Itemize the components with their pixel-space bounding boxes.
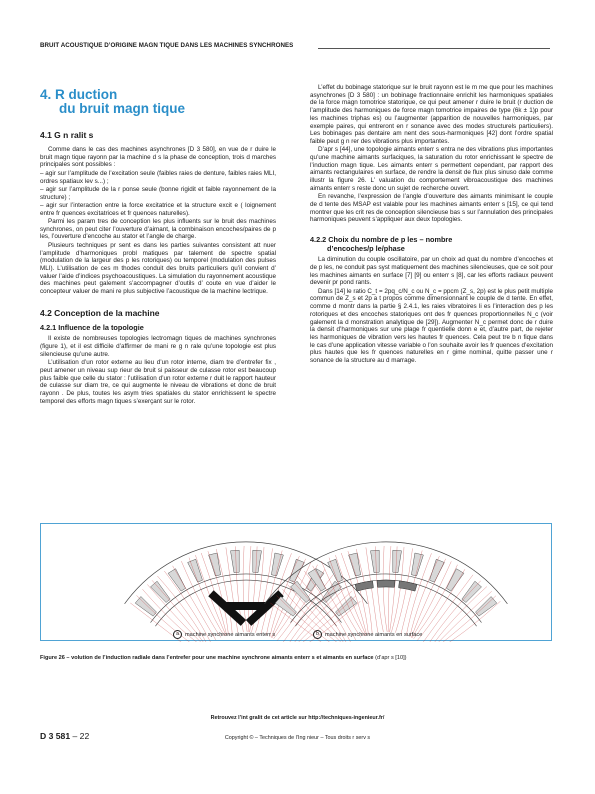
subfigure-a-marker: a — [173, 630, 182, 639]
heading-4-2-2 — [310, 236, 553, 253]
figure-caption-text: – volution de l’induction radiale dans l’entrefer pour une machine synchrone aimants enterr s et aimants en surface — [64, 655, 374, 661]
copyright: Copyright © – Techniques de l’Ing nieur – Tous droits r serv s — [224, 735, 371, 741]
subfigure-a-label: machine synchrone aimants enterr s — [185, 631, 276, 638]
left-column — [40, 84, 276, 405]
paragraph: Il existe de nombreuses topologies lectromagn tiques de machines synchrones (figure 1), et il est difficile d’affirmer de mani re g n rale qu’une topologie est plus silencieuse qu’une autre. — [40, 335, 276, 358]
subfigure-a-caption — [173, 630, 275, 639]
stator-slot — [290, 559, 305, 582]
subfigure-b-caption — [313, 630, 422, 639]
section-title — [40, 88, 276, 116]
subfigure-b-label: machine synchrone aimants en surface — [325, 631, 423, 638]
figure-caption-label: Figure 26 — [40, 655, 65, 661]
stator-slot — [231, 550, 240, 572]
stator-slot — [411, 553, 423, 576]
stator-slot — [349, 553, 361, 576]
paragraph: D’apr s [44], une topologie aimants enterr s entra ne des vibrations plus importantes qu’une machine aimants surfaciques, la saturation du rotor enrichissant le spectre de l’induction magn tique. Les aimants enterr s permettent cependant, par rapport des aimants rectangulaires en surface, de rendre la densit de flux plus sinuso dale comme illustr la figure 26. L’ valuation du comportement vibroacoustique des machines aimants enterr s reste donc un sujet de recherche ouvert. — [310, 146, 553, 192]
paragraph: Comme dans le cas des machines asynchrones [D 3 580], en vue de r duire le bruit magn tique rayonn par la machine d s la phase de conception, trois d marches principales sont possibles : — [40, 146, 276, 169]
list-item: – agir sur l’interaction entre la force excitatrice et la structure excit e ( loignement entre fr quences excitatrices et fr quences naturelles). — [40, 201, 276, 217]
paragraph: La diminution du couple oscillatoire, par un choix ad quat du nombre d’encoches et de p les, ne conduit pas syst matiquement des machines silencieuses, que ce soit pour les machines aimants en surface [7] [9] ou enterr s [8], car les efforts radiaux peuvent devenir pr pond rants. — [310, 256, 553, 287]
stator-slot — [446, 569, 464, 591]
section-title-line1: 4. R duction — [40, 87, 118, 102]
stator-slot — [253, 550, 262, 572]
page-number: – 22 — [70, 731, 90, 741]
stator-slot — [462, 581, 482, 602]
stator-slot — [188, 559, 203, 582]
paragraph: Parmi les param tres de conception les plus influents sur le bruit des machines synchrones, on peut citer l’ouverture d’aimant, la combinaison encoches/paires de p les, l’ouverture d’encoche au stator et l’angle de charge. — [40, 218, 276, 241]
online-link-note: Retrouvez l’int gralit de cet article sur http://techniques-ingenieur.fr/ — [210, 715, 385, 721]
paragraph: Plusieurs techniques pr sent es dans les parties suivantes consistent att nuer l’amplitude d’harmoniques probl matiques par talement de spectre spatial (modulation de la largeur des p les rotoriques) ou temporel (modulation des pulses MLI). L’utilisation de ces m thodes conduit des bruits particuliers qu’il convient d’ valuer l’aide d’indices psychoacoustiques. La simulation du rayonnement acoustique des machines peut galement s’accompagner d’outils d’ coute en vue d’aider le concepteur valuer de mani re plus subjective l’acoustique de la machine lectrique. — [40, 241, 276, 296]
section-title-line2: du bruit magn tique — [59, 101, 185, 116]
flux-line — [401, 551, 422, 634]
heading-4-1: 4.1 G n ralit s — [40, 130, 94, 140]
stator-slot — [393, 550, 402, 572]
right-column — [310, 84, 553, 365]
heading-4-2: 4.2 Conception de la machine — [40, 307, 160, 318]
header-rule — [318, 48, 550, 49]
list-item: – agir sur l’amplitude de l’excitation seule (faibles raies de denture, faibles raies MLI, ordres spatiaux lev s...) ; — [40, 169, 276, 185]
flux-line — [389, 546, 391, 632]
flux-line — [430, 591, 492, 642]
stator-slot — [271, 553, 283, 576]
heading-4-2-1: 4.2.1 Influence de la topologie — [40, 322, 144, 332]
stator-slot — [371, 550, 380, 572]
stator-slot — [135, 597, 156, 617]
flux-line — [383, 546, 387, 632]
paragraph: L’effet du bobinage statorique sur le bruit rayonn est le m me que pour les machines asynchrones [D 3 580] : un bobinage fractionnaire enrichit les harmoniques spatiales de la force magn tomotrice statorique, ce qui peut amener r duire le bruit (r duction de l’amplitude des harmoniques de force magn tomotrice impaires de type (6k ± 1)p pour les machines triphas es) ou l’augmenter (apparition de nouvelles harmoniques, par exemple paires, qui entreront en r sonance avec des modes structurels particuliers). Les bobinages pas dentaire am nent des sous-harmoniques [42] dont l’ordre spatial faible peut g n rer des vibrations plus importantes. — [310, 84, 553, 145]
figure-caption-source: (d’apr s [10]) — [373, 655, 407, 661]
paragraph: L’utilisation d’un rotor externe au lieu d’un rotor interne, diam tre d’entrefer fix , peut amener un niveau sup rieur de bruit si paisseur de culasse rotor est beaucoup plus faible que celle du stator : l’utilisation d’un rotor externe r duit le rapport hauteur de culasse sur diam tre, ce qui augmente le niveau de vibrations et donc de bruit rayonn . De plus, toutes les asym tries spatiales du stator enrichissent le spectre temporel des efforts magn tiques s’exerçant sur le rotor. — [40, 359, 276, 405]
stator-slot — [476, 597, 497, 617]
surface-magnet — [399, 581, 417, 591]
figure-26 — [40, 523, 552, 641]
surface-magnet — [377, 580, 395, 587]
figure-image — [41, 524, 553, 642]
heading-4-2-2-line2: d’encoches/p le/phase — [327, 243, 405, 253]
stator-slot — [430, 559, 445, 582]
paragraph: En revanche, l’expression de l’angle d’ouverture des aimants minimisant le couple de d tente des MSAP est valable pour les machines aimants enterr s [15], ce qui tend montrer que les crit res de conception silencieuse bas s sur l’annulation des principales harmoniques peuvent s’appliquer aux deux topologies. — [310, 193, 553, 224]
heading-4-2-2-line1: 4.2.2 Choix du nombre de p les – nombre — [310, 235, 453, 245]
stator-slot — [209, 553, 221, 576]
running-header: BRUIT ACOUSTIQUE D’ORIGINE MAGN TIQUE DANS LES MACHINES SYNCHRONES — [40, 42, 294, 49]
paragraph: Dans [14] le ratio C_t = 2pq_c/N_c ou N_c = ppcm (Z_s, 2p) est le plus petit multiple commun de Z_s et 2p a t propos comme dimensionnant le couple de d tente. En effet, comme d montr dans la partie § 2.4.1, les raies vibratoires li es l’interaction des p les rotoriques et des encoches statoriques ont des fr quences proportionnelles N_c (voir galement la d monstration analytique de [29]). Augmenter N_c permet donc de r duire la densit d’harmoniques sur une plage fr quentielle donn e et, d’autre part, de rejeter les harmoniques de vibration vers les hautes fr quences. Cela peut tre b n fique dans le cas d’une application vitesse variable o l’on souhaite avoir les fr quences d’excitation plus hautes que les fr quences naturelles en r gime nominal, quitte passer une r sonance de la structure au d marrage. — [310, 287, 553, 365]
list-item: – agir sur l’amplitude de la r ponse seule (bonne rigidit et faible rayonnement de la structure) ; — [40, 185, 276, 201]
page-code: D 3 581 — [40, 731, 71, 741]
figure-caption — [40, 655, 555, 662]
subfigure-b-marker: b — [313, 630, 322, 639]
